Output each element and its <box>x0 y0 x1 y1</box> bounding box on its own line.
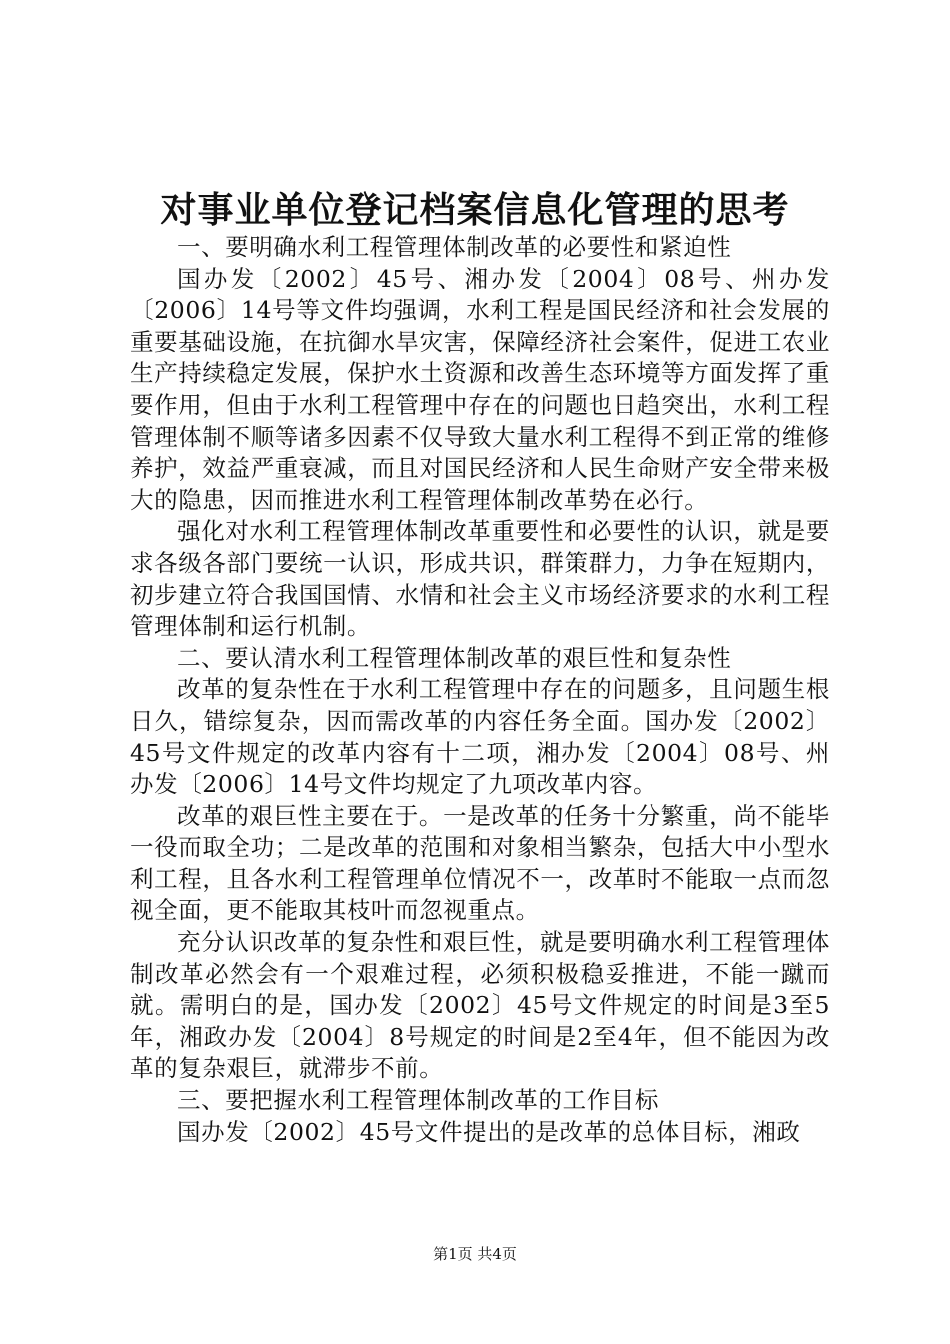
paragraph: 强化对水利工程管理体制改革重要性和必要性的认识，就是要求各级各部门要统一认识，形成共识，群策群力，力争在短期内，初步建立符合我国国情、水情和社会主义市场经济要求的水利工程管理体制和运行机制。 <box>130 517 830 641</box>
page-number-footer: 第1页 共4页 <box>433 1245 517 1263</box>
section-heading-2: 二、要认清水利工程管理体制改革的艰巨性和复杂性 <box>177 643 732 672</box>
paragraph: 改革的艰巨性主要在于。一是改革的任务十分繁重，尚不能毕一役而取全功；二是改革的范围和对象相当繁杂，包括大中小型水利工程，且各水利工程管理单位情况不一，改革时不能取一点而忽视全面，更不能取其枝叶而忽视重点。 <box>130 801 830 925</box>
section-heading-1: 一、要明确水利工程管理体制改革的必要性和紧迫性 <box>177 233 732 261</box>
paragraph: 改革的复杂性在于水利工程管理中存在的问题多，且问题生根日久，错综复杂，因而需改革的内容任务全面。国办发〔2002〕45号文件规定的改革内容有十二项，湘办发〔2004〕08号、州办发〔2006〕14号文件均规定了九项改革内容。 <box>130 675 830 799</box>
document-body <box>130 232 830 1148</box>
paragraph: 国办发〔2002〕45号、湘办发〔2004〕08号、州办发〔2006〕14号等文件均强调，水利工程是国民经济和社会发展的重要基础设施，在抗御水旱灾害，保障经济社会案件，促进工农业生产持续稳定发展，保护水土资源和改善生态环境等方面发挥了重要作用，但由于水利工程管理中存在的问题也日趋突出，水利工程管理体制不顺等诸多因素不仅导致大量水利工程得不到正常的维修养护，效益严重衰减，而且对国民经济和人民生命财产安全带来极大的隐患，因而推进水利工程管理体制改革势在必行。 <box>130 264 830 514</box>
section-heading-3: 三、要把握水利工程管理体制改革的工作目标 <box>177 1086 659 1115</box>
paragraph: 充分认识改革的复杂性和艰巨性，就是要明确水利工程管理体制改革必然会有一个艰难过程，必须积极稳妥推进，不能一蹴而就。需明白的是，国办发〔2002〕45号文件规定的时间是3至5年，湘政办发〔2004〕8号规定的时间是2至4年，但不能因为改革的复杂艰巨，就滞步不前。 <box>130 928 830 1083</box>
document-title: 对事业单位登记档案信息化管理的思考 <box>160 189 790 231</box>
paragraph: 国办发〔2002〕45号文件提出的是改革的总体目标，湘政 <box>177 1117 801 1146</box>
